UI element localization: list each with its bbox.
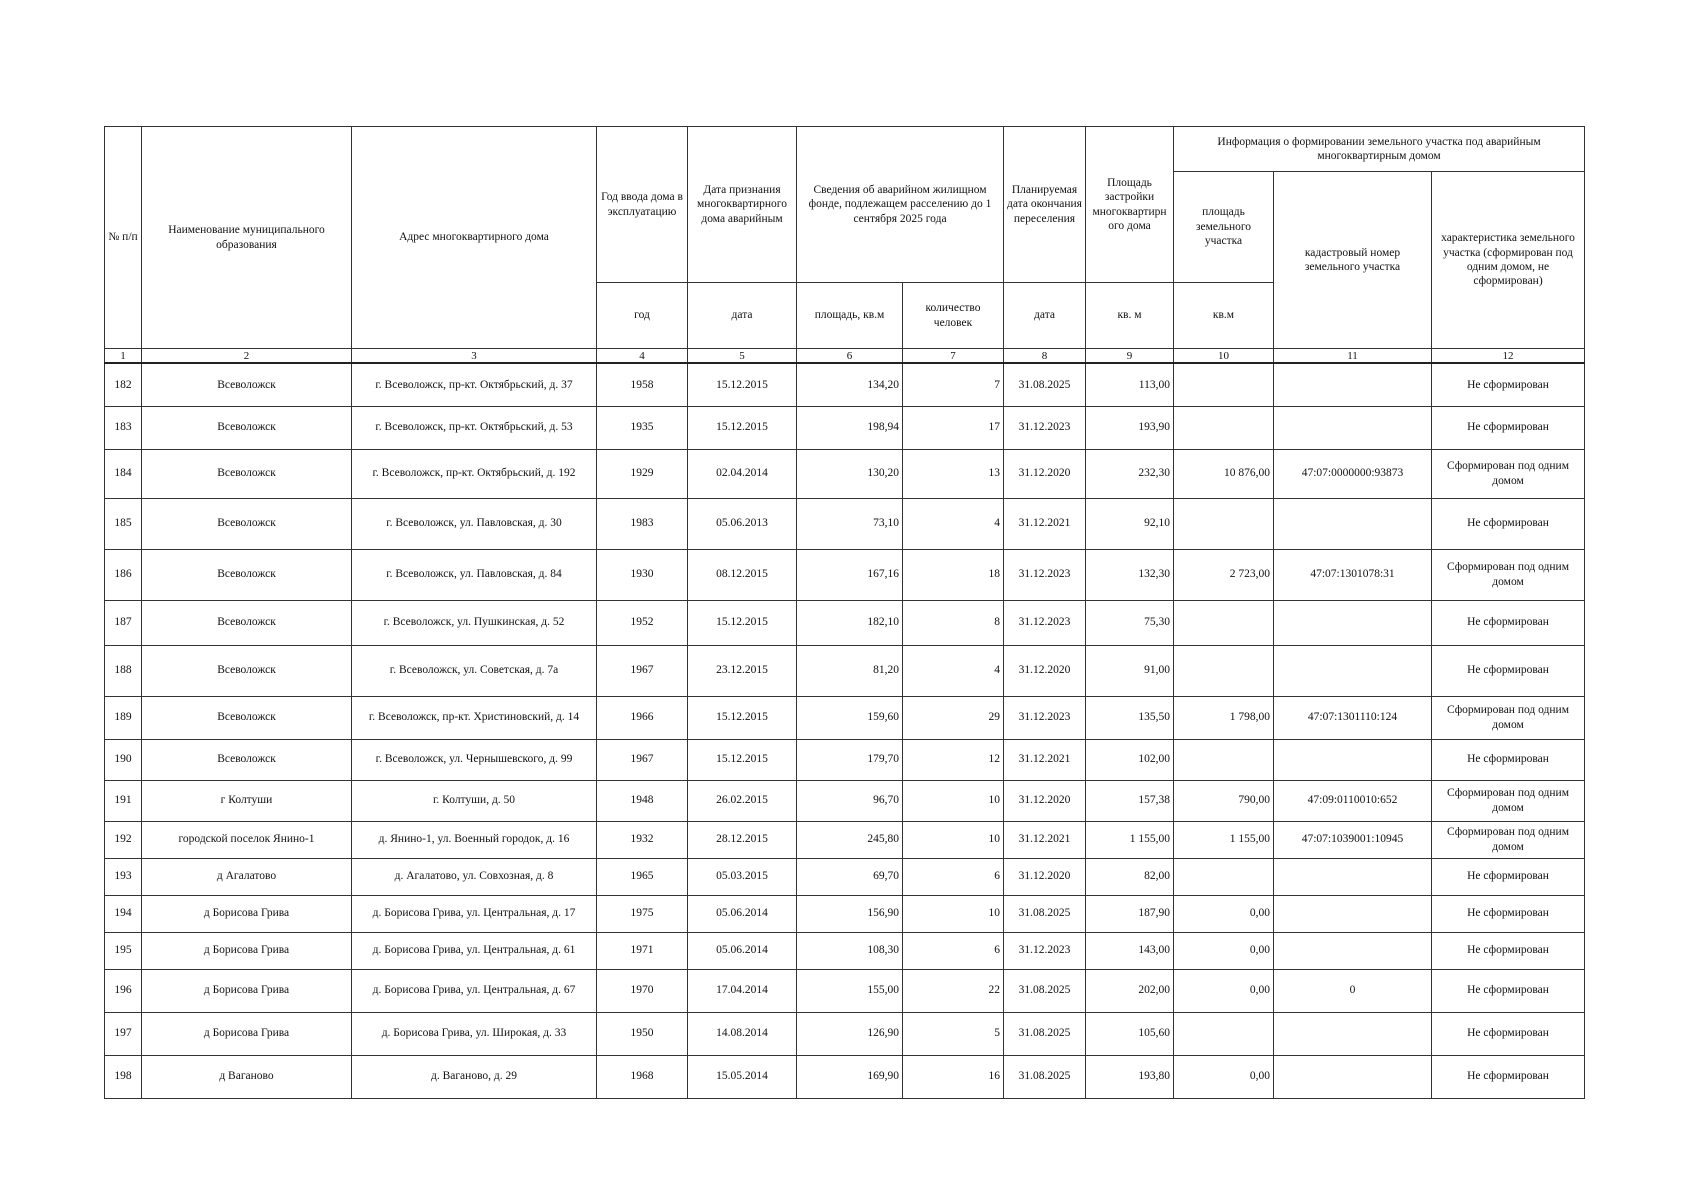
cell-cadastral: 0 xyxy=(1274,969,1432,1012)
cell-people: 5 xyxy=(903,1012,1004,1055)
cell-year: 1966 xyxy=(597,696,688,739)
unit-people: количество человек xyxy=(903,283,1004,349)
cell-people: 10 xyxy=(903,780,1004,821)
cell-planned-date: 31.12.2020 xyxy=(1004,449,1086,498)
header-year: Год ввода дома в эксплуатацию xyxy=(597,127,688,283)
cell-recognized-date: 08.12.2015 xyxy=(688,549,797,600)
cell-cadastral xyxy=(1274,363,1432,406)
cell-land-status: Не сформирован xyxy=(1432,600,1585,645)
cell-built-area: 187,90 xyxy=(1086,895,1174,932)
cell-built-area: 232,30 xyxy=(1086,449,1174,498)
cell-cadastral xyxy=(1274,895,1432,932)
cell-land-area xyxy=(1174,739,1274,780)
cell-built-area: 113,00 xyxy=(1086,363,1174,406)
cell-num: 182 xyxy=(105,363,142,406)
cell-recognized-date: 26.02.2015 xyxy=(688,780,797,821)
cell-built-area: 75,30 xyxy=(1086,600,1174,645)
cell-area: 134,20 xyxy=(797,363,903,406)
cell-land-status: Сформирован под одним домом xyxy=(1432,549,1585,600)
cell-num: 186 xyxy=(105,549,142,600)
header-cadastral: кадастровый номер земельного участка xyxy=(1274,172,1432,349)
cell-land-status: Сформирован под одним домом xyxy=(1432,780,1585,821)
cell-address: д. Янино-1, ул. Военный городок, д. 16 xyxy=(352,821,597,858)
cell-cadastral xyxy=(1274,406,1432,449)
cell-area: 81,20 xyxy=(797,645,903,696)
cell-num: 191 xyxy=(105,780,142,821)
cell-land-area: 1 798,00 xyxy=(1174,696,1274,739)
cell-land-area: 10 876,00 xyxy=(1174,449,1274,498)
cell-recognized-date: 05.03.2015 xyxy=(688,858,797,895)
cell-year: 1967 xyxy=(597,645,688,696)
column-number: 11 xyxy=(1274,349,1432,364)
table-row xyxy=(105,549,1585,600)
cell-num: 194 xyxy=(105,895,142,932)
header-recognized-date: Дата признания многоквартирного дома аварийным xyxy=(688,127,797,283)
header-built-area: Площадь застройки многоквартирн ого дома xyxy=(1086,127,1174,283)
cell-planned-date: 31.12.2023 xyxy=(1004,549,1086,600)
table-row xyxy=(105,600,1585,645)
cell-planned-date: 31.12.2020 xyxy=(1004,645,1086,696)
cell-recognized-date: 15.12.2015 xyxy=(688,600,797,645)
cell-land-status: Сформирован под одним домом xyxy=(1432,821,1585,858)
cell-land-status: Не сформирован xyxy=(1432,932,1585,969)
cell-cadastral xyxy=(1274,600,1432,645)
cell-land-area xyxy=(1174,406,1274,449)
cell-land-area: 0,00 xyxy=(1174,969,1274,1012)
cell-area: 159,60 xyxy=(797,696,903,739)
cell-land-status: Не сформирован xyxy=(1432,739,1585,780)
cell-land-status: Сформирован под одним домом xyxy=(1432,696,1585,739)
cell-address: д. Борисова Грива, ул. Широкая, д. 33 xyxy=(352,1012,597,1055)
cell-planned-date: 31.12.2023 xyxy=(1004,696,1086,739)
cell-planned-date: 31.08.2025 xyxy=(1004,969,1086,1012)
cell-recognized-date: 23.12.2015 xyxy=(688,645,797,696)
cell-planned-date: 31.08.2025 xyxy=(1004,1012,1086,1055)
cell-year: 1950 xyxy=(597,1012,688,1055)
cell-address: д. Ваганово, д. 29 xyxy=(352,1055,597,1098)
cell-land-status: Не сформирован xyxy=(1432,1055,1585,1098)
cell-year: 1930 xyxy=(597,549,688,600)
cell-num: 197 xyxy=(105,1012,142,1055)
cell-cadastral xyxy=(1274,1012,1432,1055)
cell-planned-date: 31.12.2020 xyxy=(1004,780,1086,821)
cell-built-area: 202,00 xyxy=(1086,969,1174,1012)
cell-area: 130,20 xyxy=(797,449,903,498)
cell-land-area xyxy=(1174,1012,1274,1055)
cell-municipality: Всеволожск xyxy=(142,549,352,600)
cell-built-area: 92,10 xyxy=(1086,498,1174,549)
cell-num: 195 xyxy=(105,932,142,969)
cell-num: 196 xyxy=(105,969,142,1012)
table-row xyxy=(105,858,1585,895)
cell-municipality: д Борисова Грива xyxy=(142,932,352,969)
cell-people: 29 xyxy=(903,696,1004,739)
cell-recognized-date: 28.12.2015 xyxy=(688,821,797,858)
cell-built-area: 157,38 xyxy=(1086,780,1174,821)
header-land-area: площадь земельного участка xyxy=(1174,172,1274,283)
table-row xyxy=(105,498,1585,549)
cell-address: д. Борисова Грива, ул. Центральная, д. 61 xyxy=(352,932,597,969)
cell-num: 187 xyxy=(105,600,142,645)
table-row xyxy=(105,363,1585,406)
cell-municipality: Всеволожск xyxy=(142,406,352,449)
cell-land-area: 790,00 xyxy=(1174,780,1274,821)
cell-year: 1952 xyxy=(597,600,688,645)
cell-planned-date: 31.12.2021 xyxy=(1004,739,1086,780)
cell-built-area: 135,50 xyxy=(1086,696,1174,739)
header-num: № п/п xyxy=(105,127,142,349)
column-number: 4 xyxy=(597,349,688,364)
cell-planned-date: 31.08.2025 xyxy=(1004,895,1086,932)
table-row xyxy=(105,645,1585,696)
cell-people: 10 xyxy=(903,895,1004,932)
cell-municipality: Всеволожск xyxy=(142,363,352,406)
cell-land-status: Сформирован под одним домом xyxy=(1432,449,1585,498)
cell-recognized-date: 15.12.2015 xyxy=(688,363,797,406)
cell-cadastral xyxy=(1274,739,1432,780)
column-number-row xyxy=(105,349,1585,364)
header-municipality: Наименование муниципального образования xyxy=(142,127,352,349)
header-land-info: Информация о формировании земельного участка под аварийным многоквартирным домом xyxy=(1174,127,1585,172)
table-row xyxy=(105,969,1585,1012)
cell-cadastral: 47:09:0110010:652 xyxy=(1274,780,1432,821)
table-row xyxy=(105,821,1585,858)
table-row xyxy=(105,895,1585,932)
cell-area: 96,70 xyxy=(797,780,903,821)
cell-municipality: городской поселок Янино-1 xyxy=(142,821,352,858)
cell-year: 1970 xyxy=(597,969,688,1012)
cell-num: 190 xyxy=(105,739,142,780)
cell-built-area: 105,60 xyxy=(1086,1012,1174,1055)
cell-municipality: Всеволожск xyxy=(142,600,352,645)
unit-year: год xyxy=(597,283,688,349)
cell-people: 12 xyxy=(903,739,1004,780)
document-page xyxy=(104,126,1584,1099)
cell-num: 198 xyxy=(105,1055,142,1098)
cell-year: 1967 xyxy=(597,739,688,780)
cell-planned-date: 31.12.2023 xyxy=(1004,406,1086,449)
unit-planned-date: дата xyxy=(1004,283,1086,349)
cell-built-area: 1 155,00 xyxy=(1086,821,1174,858)
cell-land-area: 2 723,00 xyxy=(1174,549,1274,600)
cell-land-area xyxy=(1174,858,1274,895)
cell-built-area: 82,00 xyxy=(1086,858,1174,895)
cell-num: 192 xyxy=(105,821,142,858)
table-row xyxy=(105,739,1585,780)
cell-address: д. Борисова Грива, ул. Центральная, д. 67 xyxy=(352,969,597,1012)
cell-land-area xyxy=(1174,645,1274,696)
cell-address: д. Агалатово, ул. Совхозная, д. 8 xyxy=(352,858,597,895)
cell-year: 1983 xyxy=(597,498,688,549)
cell-year: 1971 xyxy=(597,932,688,969)
cell-planned-date: 31.12.2023 xyxy=(1004,600,1086,645)
cell-area: 108,30 xyxy=(797,932,903,969)
cell-land-status: Не сформирован xyxy=(1432,895,1585,932)
cell-area: 169,90 xyxy=(797,1055,903,1098)
cell-area: 245,80 xyxy=(797,821,903,858)
unit-built-area: кв. м xyxy=(1086,283,1174,349)
table-row xyxy=(105,1012,1585,1055)
cell-address: г. Всеволожск, пр-кт. Христиновский, д. 14 xyxy=(352,696,597,739)
column-number: 5 xyxy=(688,349,797,364)
cell-municipality: Всеволожск xyxy=(142,645,352,696)
cell-year: 1958 xyxy=(597,363,688,406)
cell-land-status: Не сформирован xyxy=(1432,969,1585,1012)
header-address: Адрес многоквартирного дома xyxy=(352,127,597,349)
cell-people: 22 xyxy=(903,969,1004,1012)
cell-address: г. Всеволожск, ул. Советская, д. 7а xyxy=(352,645,597,696)
cell-built-area: 193,80 xyxy=(1086,1055,1174,1098)
cell-land-status: Не сформирован xyxy=(1432,645,1585,696)
cell-municipality: Всеволожск xyxy=(142,449,352,498)
cell-cadastral: 47:07:1301078:31 xyxy=(1274,549,1432,600)
column-number: 9 xyxy=(1086,349,1174,364)
table-row xyxy=(105,449,1585,498)
cell-planned-date: 31.08.2025 xyxy=(1004,1055,1086,1098)
cell-area: 155,00 xyxy=(797,969,903,1012)
cell-land-status: Не сформирован xyxy=(1432,406,1585,449)
cell-num: 185 xyxy=(105,498,142,549)
cell-people: 6 xyxy=(903,932,1004,969)
cell-planned-date: 31.12.2021 xyxy=(1004,821,1086,858)
cell-built-area: 193,90 xyxy=(1086,406,1174,449)
cell-people: 4 xyxy=(903,645,1004,696)
cell-people: 4 xyxy=(903,498,1004,549)
cell-area: 126,90 xyxy=(797,1012,903,1055)
cell-address: г. Всеволожск, пр-кт. Октябрьский, д. 192 xyxy=(352,449,597,498)
cell-planned-date: 31.12.2021 xyxy=(1004,498,1086,549)
cell-people: 7 xyxy=(903,363,1004,406)
cell-recognized-date: 15.12.2015 xyxy=(688,406,797,449)
emergency-housing-table xyxy=(104,126,1585,1099)
column-number: 7 xyxy=(903,349,1004,364)
cell-address: г. Всеволожск, пр-кт. Октябрьский, д. 53 xyxy=(352,406,597,449)
column-number: 8 xyxy=(1004,349,1086,364)
cell-people: 18 xyxy=(903,549,1004,600)
cell-people: 17 xyxy=(903,406,1004,449)
cell-address: г. Всеволожск, ул. Павловская, д. 84 xyxy=(352,549,597,600)
cell-municipality: д Ваганово xyxy=(142,1055,352,1098)
cell-cadastral: 47:07:1039001:10945 xyxy=(1274,821,1432,858)
cell-recognized-date: 05.06.2014 xyxy=(688,932,797,969)
cell-cadastral xyxy=(1274,932,1432,969)
cell-num: 193 xyxy=(105,858,142,895)
cell-area: 179,70 xyxy=(797,739,903,780)
header-planned-date: Планируемая дата окончания переселения xyxy=(1004,127,1086,283)
cell-planned-date: 31.08.2025 xyxy=(1004,363,1086,406)
cell-municipality: д Борисова Грива xyxy=(142,895,352,932)
cell-cadastral: 47:07:0000000:93873 xyxy=(1274,449,1432,498)
cell-land-area: 0,00 xyxy=(1174,1055,1274,1098)
cell-address: г. Всеволожск, ул. Чернышевского, д. 99 xyxy=(352,739,597,780)
column-number: 1 xyxy=(105,349,142,364)
cell-people: 13 xyxy=(903,449,1004,498)
table-row xyxy=(105,1055,1585,1098)
table-header xyxy=(105,127,1585,364)
unit-area: площадь, кв.м xyxy=(797,283,903,349)
cell-cadastral: 47:07:1301110:124 xyxy=(1274,696,1432,739)
column-number: 10 xyxy=(1174,349,1274,364)
cell-municipality: Всеволожск xyxy=(142,739,352,780)
cell-num: 183 xyxy=(105,406,142,449)
table-body xyxy=(105,363,1585,1098)
cell-people: 6 xyxy=(903,858,1004,895)
cell-land-status: Не сформирован xyxy=(1432,498,1585,549)
cell-municipality: Всеволожск xyxy=(142,696,352,739)
cell-year: 1932 xyxy=(597,821,688,858)
cell-recognized-date: 17.04.2014 xyxy=(688,969,797,1012)
cell-municipality: д Агалатово xyxy=(142,858,352,895)
cell-recognized-date: 05.06.2013 xyxy=(688,498,797,549)
cell-area: 156,90 xyxy=(797,895,903,932)
cell-land-area: 0,00 xyxy=(1174,932,1274,969)
cell-address: г. Всеволожск, ул. Павловская, д. 30 xyxy=(352,498,597,549)
cell-land-area xyxy=(1174,363,1274,406)
cell-cadastral xyxy=(1274,645,1432,696)
cell-address: д. Борисова Грива, ул. Центральная, д. 17 xyxy=(352,895,597,932)
cell-year: 1968 xyxy=(597,1055,688,1098)
cell-built-area: 132,30 xyxy=(1086,549,1174,600)
cell-area: 73,10 xyxy=(797,498,903,549)
cell-num: 189 xyxy=(105,696,142,739)
unit-date: дата xyxy=(688,283,797,349)
cell-people: 10 xyxy=(903,821,1004,858)
cell-cadastral xyxy=(1274,1055,1432,1098)
unit-land-area: кв.м xyxy=(1174,283,1274,349)
cell-municipality: д Борисова Грива xyxy=(142,1012,352,1055)
cell-recognized-date: 14.08.2014 xyxy=(688,1012,797,1055)
cell-address: г. Всеволожск, ул. Пушкинская, д. 52 xyxy=(352,600,597,645)
cell-land-status: Не сформирован xyxy=(1432,363,1585,406)
header-fund-info: Сведения об аварийном жилищном фонде, подлежащем расселению до 1 сентября 2025 года xyxy=(797,127,1004,283)
table-row xyxy=(105,932,1585,969)
cell-land-status: Не сформирован xyxy=(1432,1012,1585,1055)
table-row xyxy=(105,780,1585,821)
cell-municipality: г Колтуши xyxy=(142,780,352,821)
cell-cadastral xyxy=(1274,498,1432,549)
cell-area: 167,16 xyxy=(797,549,903,600)
cell-recognized-date: 02.04.2014 xyxy=(688,449,797,498)
cell-address: г. Колтуши, д. 50 xyxy=(352,780,597,821)
cell-num: 188 xyxy=(105,645,142,696)
cell-recognized-date: 05.06.2014 xyxy=(688,895,797,932)
header-land-characteristic: характеристика земельного участка (сформирован под одним домом, не сформирован) xyxy=(1432,172,1585,349)
cell-municipality: Всеволожск xyxy=(142,498,352,549)
cell-land-area xyxy=(1174,600,1274,645)
cell-built-area: 143,00 xyxy=(1086,932,1174,969)
cell-num: 184 xyxy=(105,449,142,498)
cell-land-area: 1 155,00 xyxy=(1174,821,1274,858)
cell-land-status: Не сформирован xyxy=(1432,858,1585,895)
cell-planned-date: 31.12.2020 xyxy=(1004,858,1086,895)
cell-built-area: 102,00 xyxy=(1086,739,1174,780)
column-number: 12 xyxy=(1432,349,1585,364)
cell-year: 1929 xyxy=(597,449,688,498)
cell-year: 1935 xyxy=(597,406,688,449)
cell-land-area: 0,00 xyxy=(1174,895,1274,932)
cell-recognized-date: 15.05.2014 xyxy=(688,1055,797,1098)
table-row xyxy=(105,696,1585,739)
cell-recognized-date: 15.12.2015 xyxy=(688,739,797,780)
cell-area: 69,70 xyxy=(797,858,903,895)
cell-year: 1965 xyxy=(597,858,688,895)
column-number: 2 xyxy=(142,349,352,364)
cell-people: 16 xyxy=(903,1055,1004,1098)
column-number: 3 xyxy=(352,349,597,364)
cell-year: 1948 xyxy=(597,780,688,821)
cell-address: г. Всеволожск, пр-кт. Октябрьский, д. 37 xyxy=(352,363,597,406)
cell-municipality: д Борисова Грива xyxy=(142,969,352,1012)
cell-land-area xyxy=(1174,498,1274,549)
cell-area: 182,10 xyxy=(797,600,903,645)
column-number: 6 xyxy=(797,349,903,364)
table-row xyxy=(105,406,1585,449)
cell-cadastral xyxy=(1274,858,1432,895)
cell-planned-date: 31.12.2023 xyxy=(1004,932,1086,969)
cell-recognized-date: 15.12.2015 xyxy=(688,696,797,739)
cell-year: 1975 xyxy=(597,895,688,932)
cell-built-area: 91,00 xyxy=(1086,645,1174,696)
cell-people: 8 xyxy=(903,600,1004,645)
cell-area: 198,94 xyxy=(797,406,903,449)
